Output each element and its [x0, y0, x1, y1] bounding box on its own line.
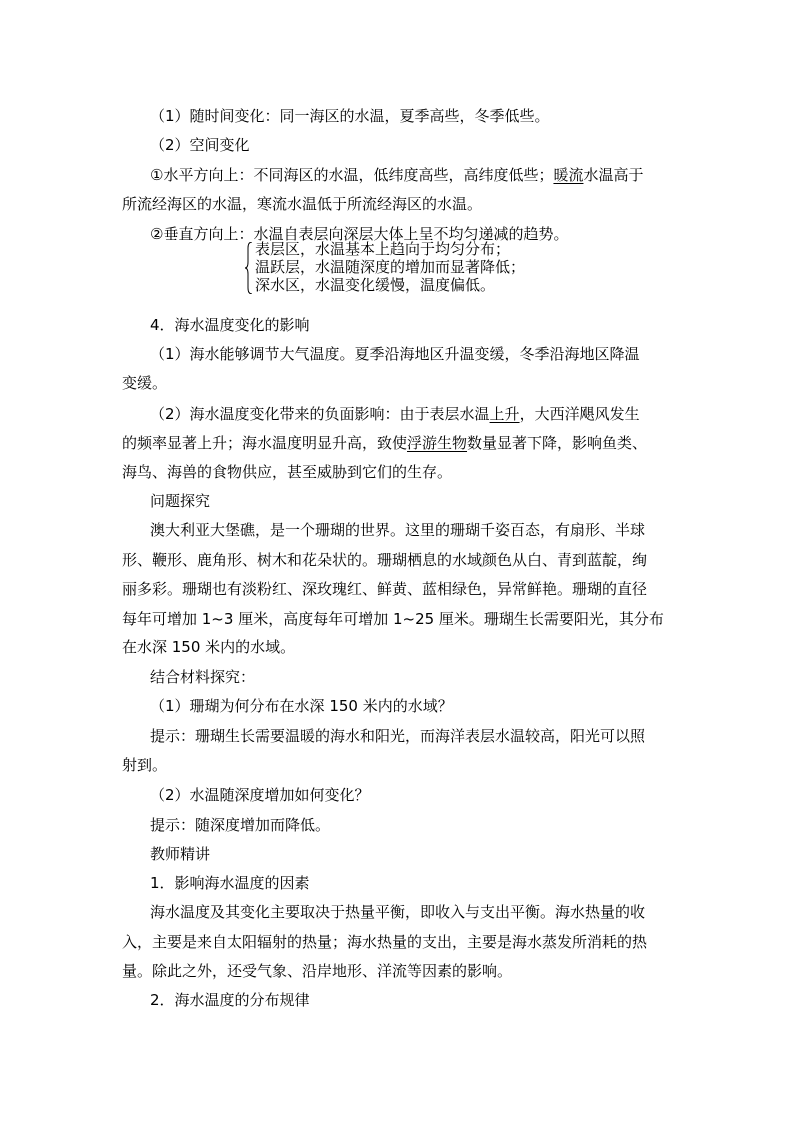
text-line: 结合材料探究：: [150, 668, 256, 686]
layer-thermocline: 温跃层，水温随深度的增加而显著降低；: [255, 258, 526, 276]
hint: 提示：随深度增加而降低。: [150, 816, 331, 834]
text-line: 海鸟、海兽的食物供应，甚至威胁到它们的生存。: [122, 463, 453, 481]
hint: 射到。: [122, 756, 168, 774]
question: （2）水温随深度增加如何变化？: [150, 786, 370, 804]
brace-icon: [245, 242, 253, 294]
text-line: 在水深 150 米内的水域。: [122, 638, 296, 656]
text-line: （2）空间变化: [150, 136, 250, 154]
underlined-term: 浮游生物: [407, 434, 468, 452]
text-line: 量。除此之外，还受气象、沿岸地形、洋流等因素的影响。: [122, 962, 513, 980]
layer-surface: 表层区，水温基本上趋向于均匀分布；: [255, 240, 511, 258]
text-line: 丽多彩。珊瑚也有淡粉红、深玫瑰红、鲜黄、蓝相绿色，异常鲜艳。珊瑚的直径: [122, 580, 648, 598]
text-line: （1）随时间变化：同一海区的水温，夏季高些，冬季低些。: [150, 107, 550, 125]
text-line: （2）海水温度变化带来的负面影响：由于表层水温上升，大西洋飓风发生: [150, 405, 640, 423]
text-line: 澳大利亚大堡礁，是一个珊瑚的世界。这里的珊瑚千姿百态，有扇形、半球: [150, 521, 646, 539]
underlined-term: 上升: [489, 405, 520, 423]
underlined-term: 暖流: [553, 166, 584, 184]
text-line: ②垂直方向上：水温自表层向深层大体上呈不均匀递减的趋势。: [150, 225, 569, 243]
text-line: 每年可增加 1~3 厘米，高度每年可增加 1~25 厘米。珊瑚生长需要阳光，其分布: [122, 610, 664, 628]
hint: 提示：珊瑚生长需要温暖的海水和阳光，而海洋表层水温较高，阳光可以照: [150, 727, 646, 745]
section-heading: 1．影响海水温度的因素: [150, 874, 310, 892]
text-line: （1）海水能够调节大气温度。夏季沿海地区升温变缓，冬季沿海地区降温: [150, 345, 640, 363]
section-heading: 问题探究: [150, 492, 211, 510]
question: （1）珊瑚为何分布在水深 150 米内的水域？: [150, 697, 453, 715]
text-line: 变缓。: [122, 374, 168, 392]
section-heading: 4．海水温度变化的影响: [150, 316, 310, 334]
text-line: 的频率显著上升；海水温度明显升高，致使浮游生物数量显著下降，影响鱼类、: [122, 434, 648, 452]
text-line: 所流经海区的水温，寒流水温低于所流经海区的水温。: [122, 195, 483, 213]
text-line: ①水平方向上：不同海区的水温，低纬度高些，高纬度低些；暖流水温高于: [150, 166, 644, 184]
section-heading: 2．海水温度的分布规律: [150, 991, 310, 1009]
text-line: 入，主要是来自太阳辐射的热量；海水热量的支出，主要是海水蒸发所消耗的热: [122, 933, 648, 951]
text-line: 形、鞭形、鹿角形、树木和花朵状的。珊瑚栖息的水域颜色从白、青到蓝靛，绚: [122, 551, 648, 569]
section-heading: 教师精讲: [150, 845, 211, 863]
text-line: 海水温度及其变化主要取决于热量平衡，即收入与支出平衡。海水热量的收: [150, 903, 646, 921]
layer-deep: 深水区，水温变化缓慢，温度偏低。: [255, 276, 496, 294]
